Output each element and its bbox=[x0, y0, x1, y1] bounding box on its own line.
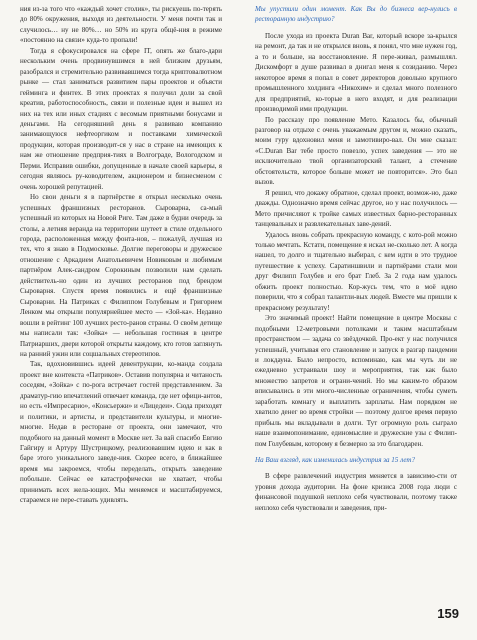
paragraph: Это значимый проект! Найти помещение в центре Москвы с подобными 12-метровыми потолками и таким масштабным пространством — задача со звёздочкой. Про-ект у нас получился успешный, учитывая его становление и запуск в разгар пандемии и локдауна. Было непросто, вспоминаю, как мы чуть ли не ежедневно устраивали шоу и мероприятия, так как было множество запретов и ограни-чений. Но мы каким-то образом вписывались в эти много-численные ограничения, чтобы суметь заработать комнагу и выплатить зарплаты. Нам порядком не хватило денег во время стройки — поэтому долгое время первую прибыль мы вкладывали в долги. Тут огромную роль сыграло наше взаимопонимание, единомыслие и дружеские узы с Филип-пом Голубевым, которому я безмерно за это благодарен. bbox=[255, 314, 457, 448]
paragraph: Удалось вновь собрать прекрасную команду, с кото-рой можно только мечтать. Кстати, помещение я искал не-сколько лет. А когда нашел, то долго и тщательно выбирал, с кем идти в это трудное путешествие к успеху. Саратиншвили и партнёрами стали мои друг Филипп Голубев и его брат Глеб. За 2 года нам удалось обжить проект полностью. Кор-жусь тем, что в моё идею поверили, что я собрал талантли-вых людей. Вместе мы пришли к прекрасному результату! bbox=[255, 230, 457, 312]
page-number: 159 bbox=[437, 606, 459, 621]
interview-question: На Ваш взгляд, как изменилась индустрия за 15 лет? bbox=[255, 456, 415, 465]
paragraph: По рассказу про появление Мето. Казалось бы, обычный разговор на отдыхе с очень уважаемым другом и, можно сказать, моим гуру вдохновил меня и замотивиро-вал. Он мне сказал: «C.Duran Bar тебе просто повезло, успех заведения — это не исключительно твой организаторский талант, а стечение обстоятельств, которое больше может не повторится». Это был вызов. bbox=[255, 115, 457, 187]
left-column bbox=[20, 4, 222, 506]
paragraph: Тогда я сфокусировался на сфере IT, опять же благо-дари нескольким очень продвинувшимся в ней близким друзьям, разобрался и стремительно развивавшимся тогда криптовалютном рынке — стал заниматься развитием пары проектов и объясти гейминга и финтех. В этих проектах я получил доли за свой креатив, работоспособность, связи и полезные идеи и вышел из них на тех или иных стадиях с весомым приятными бонусами и деньгами. На сегодняшний день я развиваю компанию занимающуюся нефтеоргиком и поставками химической продукции, которая производит-ся у нас в стране на имеющих к нам же отношение предприя-тиях в Волгограде, Вологодском и Перми. Исправив ошибки, допущенные в начале своей карьеры, я сегодня являюсь ру-ководителем, акционером и бизнесменом с очень хорошей репутацией. bbox=[20, 46, 222, 191]
paragraph: В сфере развлечений индустрия меняется в зависимо-сти от уровня дохода аудитории. На фоне кризиса 2008 года люди с финансовой подушкой неплохо себя чувствовали, поэтому также неплохо себя чувствовали и заведения, при- bbox=[255, 472, 457, 512]
paragraph: После ухода из проекта Duran Bar, который вскоре за-крылся на ремонт, да так и не открылся вновь, я понял, что мне нужен год, а то и больше, на восстановление. Я пере-живал, размышлял. Дискомфорт в душе развивал в днигал меня к созиданию. Через некоторое время я попал в совет директоров довольно крупного промышленного холдинга «Никохим» и сделал много полезного для предприятий, ко-торые в него входят, и для реализации производимой ими продукции. bbox=[255, 31, 457, 114]
interview-question: Мы упустили один момент. Как Вы до бизнеса вер-нулись в ресторанную индустрию? bbox=[255, 5, 457, 24]
right-column bbox=[255, 4, 457, 513]
paragraph-continuation: ния из-за того что «каждый хочет столик», ты рискуешь по-терять до 80% окружения, выходя из деятельности. У меня почти так и случилось… ну не 80%… но 50% из круга общё-ния в режиме «постоянно на связи» куда-то пропали! bbox=[20, 5, 222, 45]
paragraph: Так, вдохновившись идеей девентрукции, ко-манда создала проект вне контекста «Патриков». Оставив популярна и читаность соседям, «Зойка» с по-рога встречает гостей представлением. За драматур-гию впечатлений отвечает команда, где нет офици-антов, но есть «Импресарио», «Консьержи» и «Лицедеи». Сюда приходят и политики, и артисты, и представители культуры, и многие-многие. Недав в ресторане от проекта, они замечают, что подобного на данный момент в Москве нет. За вай спасибо Евгию Гайгиру и Артуру Шустрицкому, реализовавшим идею и как в баре этого уникального заведе-ния. Скорее всего, в ближайшее время мы закроемся, чтобы переделать, открыть заведение побольше. Сейчас ее катастрофически не хватает, чтобы принимать всех жела-ющих. Мы меняемся и масштабируемся, стараемся не пере-ставать удивлять. bbox=[20, 360, 222, 505]
paragraph: Я решил, что докажу обратное, сделал проект, возмож-но, даже дважды. Однозначно время сейчас другое, но у нас получилось — Мето причисляют к тройке самых известных барно-ресторанных танцевальных и развлекательных заве-дений. bbox=[255, 188, 457, 229]
paragraph: Но свои деньги я в партнёрстве я открыл несколько очень успешных франшизных ресторанов. Сыроварна, са-мый успешный из которых на Новой Риге. Там даже в будни очередь за столы, а летняя веранда на территории шутеет в стиле отдельного города, расположенная между фонта-нов, – пожалуй, лучшая из тех, что я знаю в Подмосковье. Долгие переговоры и дружеское отношение с Аркадием Анатольевичем Новиковым и любимым партнёром Алек-сандром Сорокиным позволили нам сделать действитель-но один из лучших ресторанов под брендом Сыроварня. Спустя время появились и ещё франшизные Сыроварни. На Патриках с Филиппом Голубевым и Григорием Ленком мы открыли популярнейшее место — «Зой-ка». Недавно вошли в рейтинг 100 лучших ресто-ранов страны. О своём детище мы написали так: «Зойка» — небольшая гостиная в центре Патриарших, двери которой открыты каждому, кто готов заглянуть на ранний ужин или соцшальных стереотипов. bbox=[20, 193, 222, 358]
